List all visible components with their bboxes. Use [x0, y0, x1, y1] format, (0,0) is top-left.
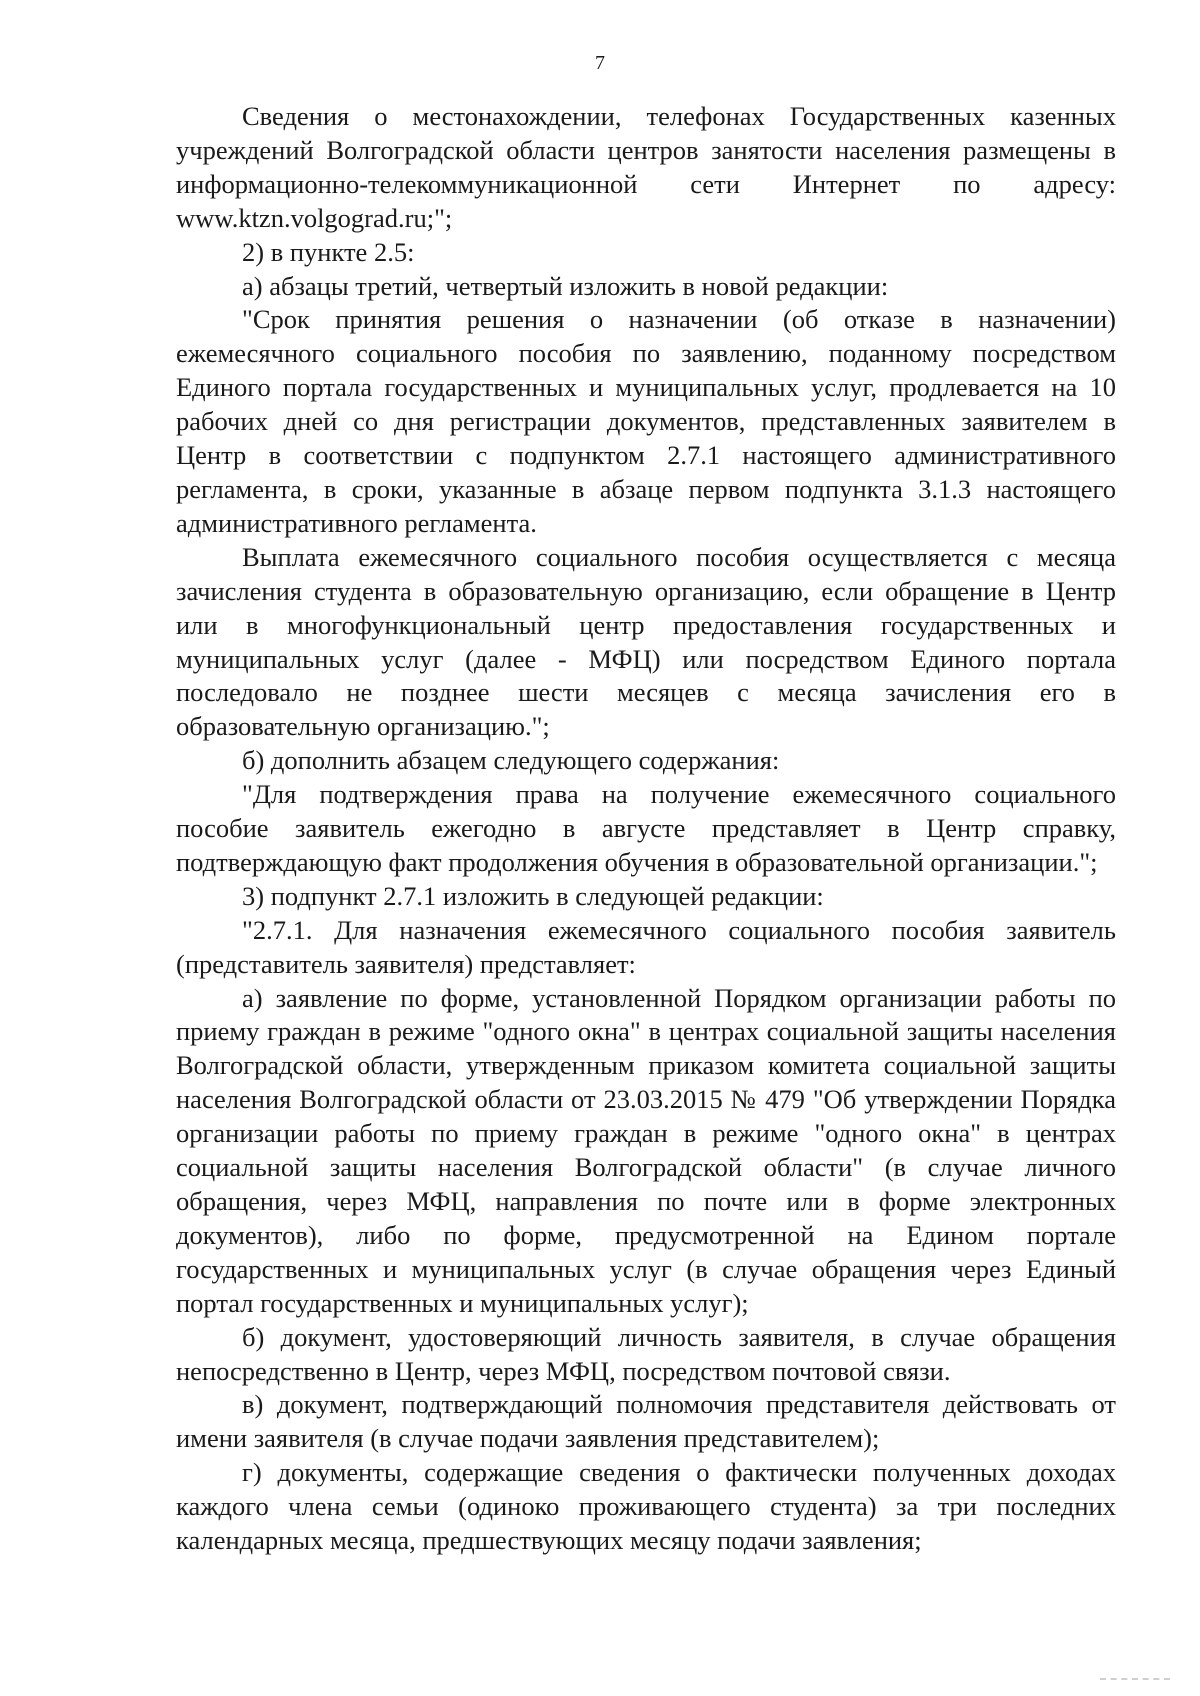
paragraph-item-3: 3) подпункт 2.7.1 изложить в следующей редакции:	[242, 880, 824, 911]
paragraph-item-2b: б) дополнить абзацем следующего содержания:	[242, 745, 780, 776]
paragraph-2-7-1: "2.7.1. Для назначения ежемесячного социального пособия заявитель (представитель заявителя) представляет:	[176, 914, 1116, 979]
scan-artifact	[1100, 1678, 1170, 1682]
paragraph-subitem-a: а) заявление по форме, установленной Порядком организации работы по приему граждан в режиме "одного окна" в центрах социальной защиты населения Волгоградской области, утвержденным приказом комитета социальной защиты населения Волгоградской области от 23.03.2015 № 479 "Об утверждении Порядка организации работы по приему граждан в режиме "одного окна" в центрах социальной защиты населения Волгоградской области" (в случае личного обращения, через МФЦ, направления по почте или в форме электронных документов), либо по форме, предусмотренной на Едином портале государственных и муниципальных услуг (в случае обращения через Единый портал государственных и муниципальных услуг);	[176, 982, 1116, 1318]
paragraph-employment-centers-info: Сведения о местонахождении, телефонах Государственных казенных учреждений Волгоградской области центров занятости населения размещены в информационно-телекоммуникационной сети Интернет по адресу: www.ktzn.volgograd.ru;";	[176, 101, 1116, 233]
paragraph-decision-term: "Срок принятия решения о назначении (об отказе в назначении) ежемесячного социального пособия по заявлению, поданному посредством Единого портала государственных и муниципальных услуг, продлевается на 10 рабочих дней со дня регистрации документов, представленных заявителем в Центр в соответствии с подпунктом 2.7.1 настоящего административного регламента, в сроки, указанные в абзаце первом подпункта 3.1.3 настоящего административного регламента.	[176, 304, 1116, 538]
paragraph-subitem-g: г) документы, содержащие сведения о фактически полученных доходах каждого члена семьи (одиноко проживающего студента) за три последних календарных месяца, предшествующих месяцу подачи заявления;	[176, 1457, 1116, 1556]
paragraph-item-2a: а) абзацы третий, четвертый изложить в новой редакции:	[242, 270, 889, 301]
document-body	[176, 100, 1116, 1558]
paragraph-item-2: 2) в пункте 2.5:	[242, 236, 415, 267]
paragraph-confirmation: "Для подтверждения права на получение ежемесячного социального пособие заявитель ежегодно в августе представляет в Центр справку, подтверждающую факт продолжения обучения в образовательной организации.";	[176, 779, 1116, 877]
paragraph-subitem-v: в) документ, подтверждающий полномочия представителя действовать от имени заявителя (в случае подачи заявления представителем);	[176, 1389, 1116, 1454]
paragraph-payment: Выплата ежемесячного социального пособия осуществляется с месяца зачисления студента в образовательную организацию, если обращение в Центр или в многофункциональный центр предоставления государственных и муниципальных услуг (далее - МФЦ) или посредством Единого портала последовало не позднее шести месяцев с месяца зачисления его в образовательную организацию.";	[176, 541, 1116, 742]
paragraph-subitem-b: б) документ, удостоверяющий личность заявителя, в случае обращения непосредственно в Центр, через МФЦ, посредством почтовой связи.	[176, 1321, 1116, 1386]
page-number: 7	[595, 52, 605, 74]
